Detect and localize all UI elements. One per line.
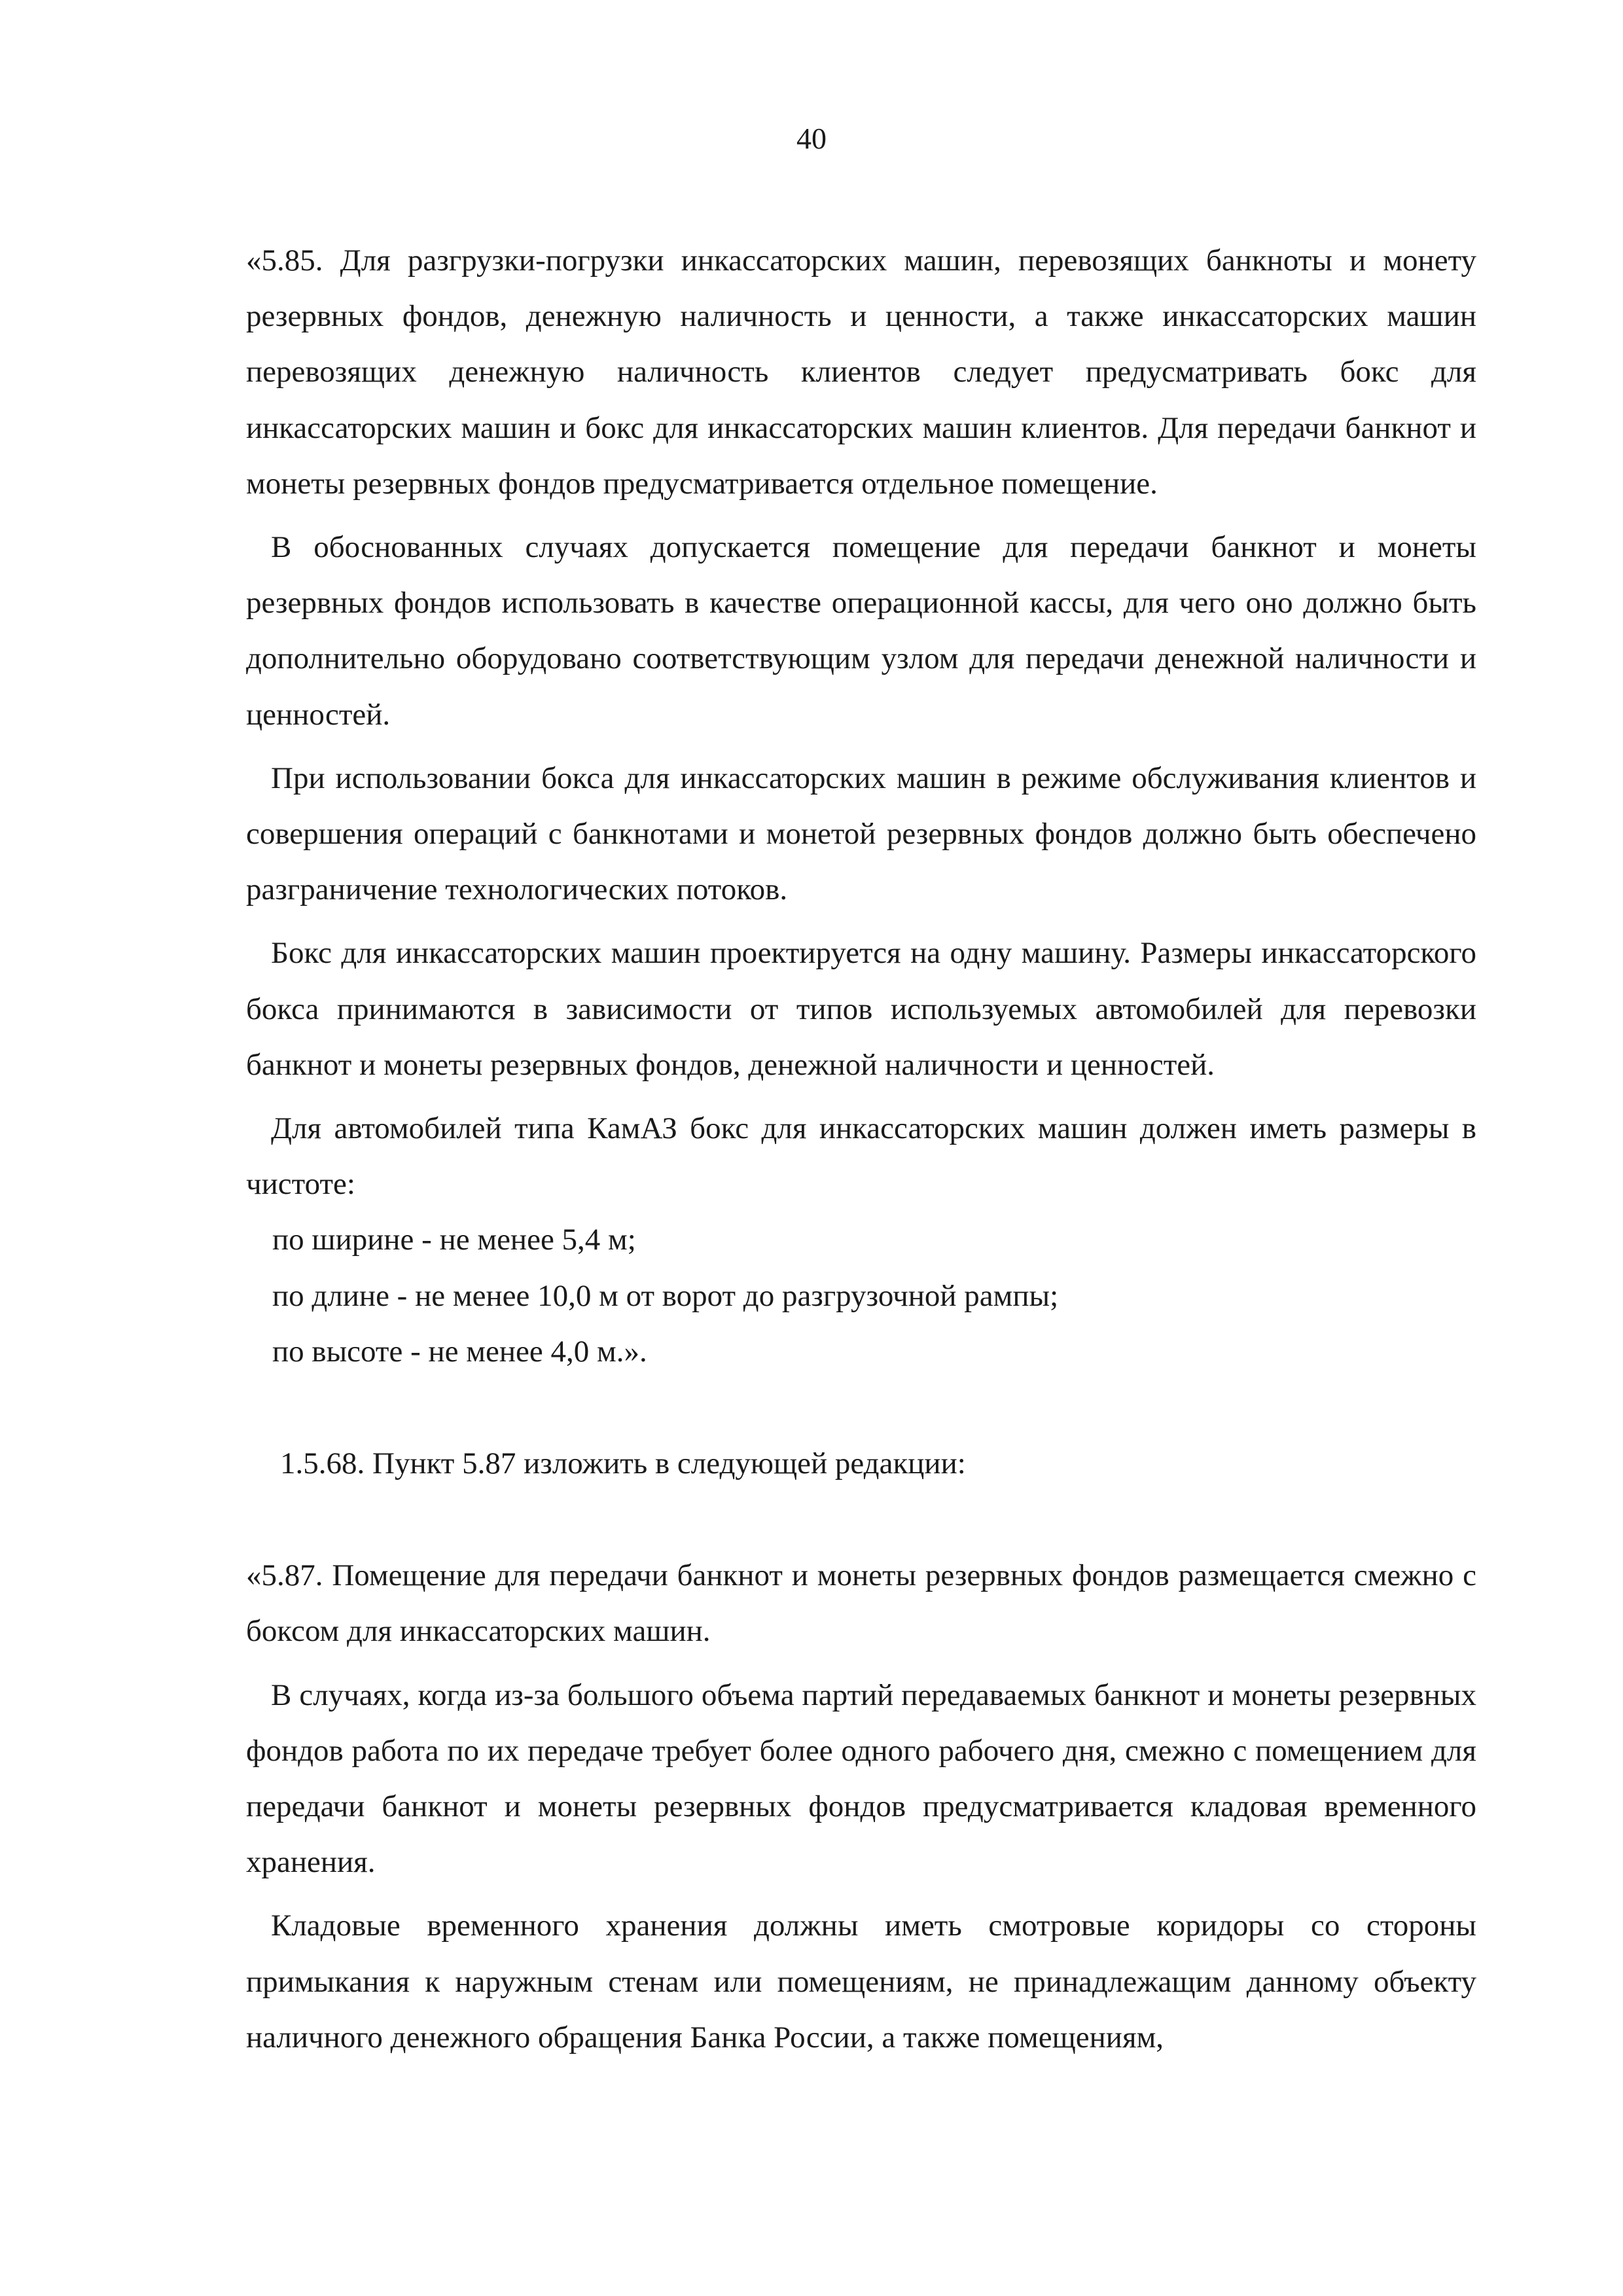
document-body xyxy=(246,233,1476,2066)
section-5-85-paragraph-4: Бокс для инкассаторских машин проектируется на одну машину. Размеры инкассаторского бокса принимаются в зависимости от типов используемых автомобилей для перевозки банкнот и монеты резервных фондов, денежной наличности и ценностей. xyxy=(246,936,1476,1082)
section-5-85-paragraph-5: Для автомобилей типа КамАЗ бокс для инкассаторских машин должен иметь размеры в чистоте: xyxy=(246,1111,1476,1202)
spacer xyxy=(246,1380,1476,1436)
section-5-87-paragraph-2: В случаях, когда из-за большого объема партий передаваемых банкнот и монеты резервных фондов работа по их передаче требует более одного рабочего дня, смежно с помещением для передачи банкнот и монеты резервных фондов предусматривается кладовая временного хранения. xyxy=(246,1677,1476,1880)
section-5-85-paragraph-2: В обоснованных случаях допускается помещение для передачи банкнот и монеты резервных фондов использовать в качестве операционной кассы, для чего оно должно быть дополнительно оборудовано соответствующим узлом для передачи денежной наличности и ценностей. xyxy=(246,530,1476,732)
section-5-87-paragraph-3: Кладовые временного хранения должны иметь смотровые коридоры со стороны примыкания к наружным стенам или помещениям, не принадлежащим данному объекту наличного денежного обращения Банка России, а также помещениям, xyxy=(246,1909,1476,2054)
spacer xyxy=(246,1492,1476,1548)
page-number: 40 xyxy=(796,122,827,155)
section-5-87-paragraph-1: «5.87. Помещение для передачи банкнот и монеты резервных фондов размещается смежно с боксом для инкассаторских машин. xyxy=(246,1558,1476,1649)
dimension-height: по высоте - не менее 4,0 м.». xyxy=(272,1334,647,1369)
dimension-width: по ширине - не менее 5,4 м; xyxy=(272,1223,636,1257)
section-5-85-paragraph-3: При использовании бокса для инкассаторских машин в режиме обслуживания клиентов и совершения операций с банкнотами и монетой резервных фондов должно быть обеспечено разграничение технологических потоков. xyxy=(246,761,1476,907)
clause-1-5-68: 1.5.68. Пункт 5.87 изложить в следующей редакции: xyxy=(280,1446,966,1481)
section-5-85-paragraph-1: «5.85. Для разгрузки-погрузки инкассаторских машин, перевозящих банкноты и монету резервных фондов, денежную наличность и ценности, а также инкассаторских машин перевозящих денежную наличность клиентов следует предусматривать бокс для инкассаторских машин и бокс для инкассаторских машин клиентов. Для передачи банкнот и монеты резервных фондов предусматривается отдельное помещение. xyxy=(246,243,1476,501)
dimension-length: по длине - не менее 10,0 м от ворот до разгрузочной рампы; xyxy=(272,1278,1059,1313)
